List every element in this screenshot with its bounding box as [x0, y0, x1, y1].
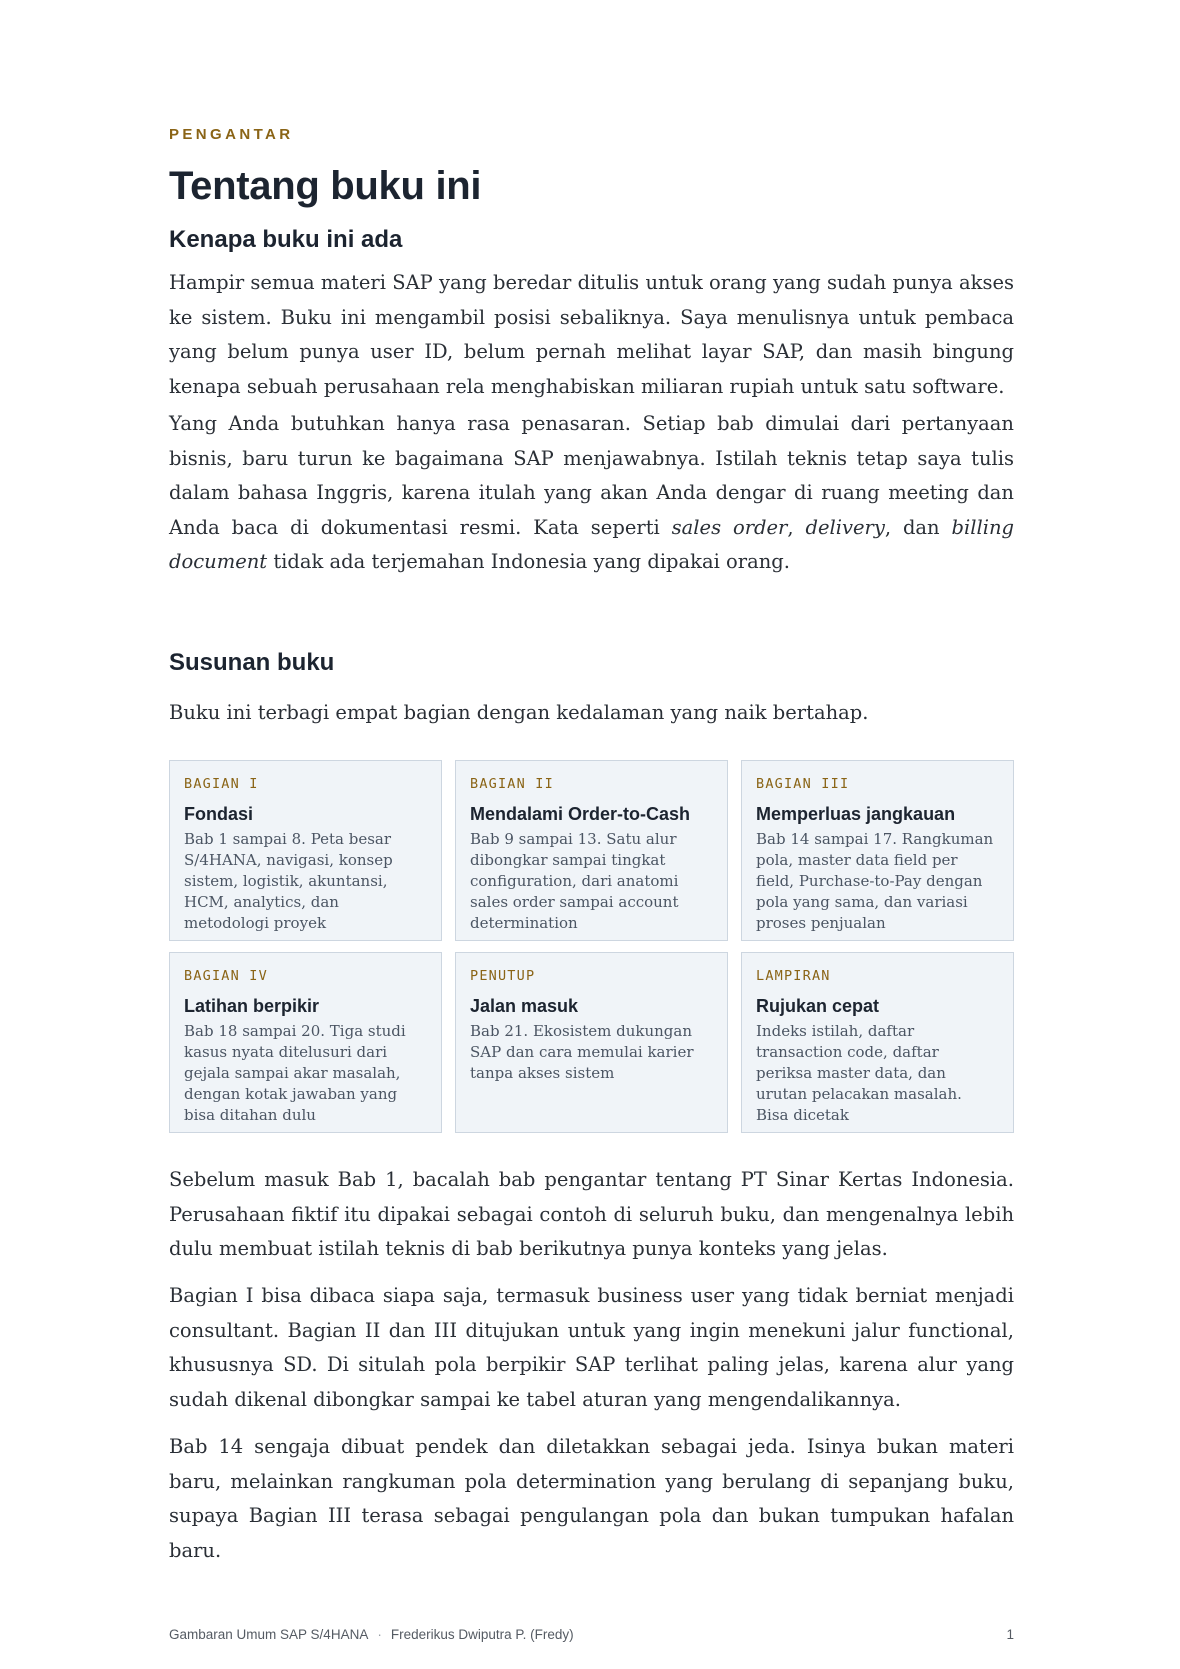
part-card-label: PENUTUP: [470, 968, 536, 984]
term-sales-order: sales order: [671, 515, 788, 539]
part-card-description: Indeks istilah, daftar transaction code, daftar periksa master data, dan urutan pelacakan masalah. Bisa dicetak: [756, 1022, 962, 1124]
part-card-description: Bab 14 sampai 17. Rangkuman pola, master data field per field, Purchase-to-Pay dengan pola yang sama, dan variasi proses penjualan: [756, 830, 994, 932]
part-card-title: Memperluas jangkauan: [756, 804, 956, 824]
section-kicker: PENGANTAR: [169, 126, 294, 143]
part-card: [741, 760, 1014, 941]
section-heading-why: Kenapa buku ini ada: [169, 226, 403, 253]
part-card: [741, 952, 1014, 1133]
page-footer: [169, 1627, 1014, 1642]
part-card-label: BAGIAN IV: [184, 968, 268, 984]
paragraph-2: Yang Anda butuhkan hanya rasa penasaran. Setiap bab dimulai dari pertanyaan bisnis, baru turun ke bagaimana SAP menjawabnya. Istilah teknis tetap saya tulis dalam bahasa Inggris, karena itulah yang akan Anda dengar di ruang meeting dan Anda baca di dokumentasi resmi. Kata seperti sales order, delivery, dan billing document tidak ada terjemahan Indonesia yang dipakai orang.: [169, 412, 1014, 573]
page-title: Tentang buku ini: [169, 164, 482, 208]
part-card-label: BAGIAN III: [756, 776, 850, 792]
part-card-label: LAMPIRAN: [756, 968, 831, 984]
paragraph-4: Bagian I bisa dibaca siapa saja, termasuk business user yang tidak berniat menjadi consultant. Bagian II dan III ditujukan untuk yang ingin menekuni jalur functional, khususnya SD. Di situlah pola berpikir SAP terlihat paling jelas, karena alur yang sudah dikenal dibongkar sampai ke tabel aturan yang mengendalikannya.: [169, 1284, 1014, 1411]
part-card: [169, 952, 442, 1133]
part-card-description: Bab 9 sampai 13. Satu alur dibongkar sampai tingkat configuration, dari anatomi sales order sampai account determination: [470, 830, 679, 932]
part-card-title: Jalan masuk: [470, 996, 579, 1016]
paragraph-5: Bab 14 sengaja dibuat pendek dan diletakkan sebagai jeda. Isinya bukan materi baru, melainkan rangkuman pola determination yang berulang di sepanjang buku, supaya Bagian III terasa sebagai pengulangan pola dan bukan tumpukan hafalan baru.: [169, 1435, 1014, 1562]
part-card-description: Bab 1 sampai 8. Peta besar S/4HANA, navigasi, konsep sistem, logistik, akuntansi, HCM, analytics, dan metodologi proyek: [184, 830, 393, 932]
part-card-title: Fondasi: [184, 804, 254, 824]
part-card-label: BAGIAN II: [470, 776, 554, 792]
part-card-title: Mendalami Order-to-Cash: [470, 804, 691, 824]
footer-credit: [169, 1627, 574, 1642]
footer-author: Frederikus Dwiputra P. (Fredy): [390, 1627, 574, 1642]
part-card: [455, 760, 728, 941]
part-card: [169, 760, 442, 941]
part-card-title: Latihan berpikir: [184, 996, 320, 1016]
page-number: 1: [1006, 1627, 1014, 1642]
book-parts-grid: [169, 760, 1014, 1133]
part-card-description: Bab 18 sampai 20. Tiga studi kasus nyata ditelusuri dari gejala sampai akar masalah, dengan kotak jawaban yang bisa ditahan dulu: [184, 1022, 406, 1124]
term-billing-document: billing document: [169, 515, 1014, 573]
structure-intro: Buku ini terbagi empat bagian dengan kedalaman yang naik bertahap.: [169, 701, 869, 724]
section-heading-structure: Susunan buku: [169, 649, 335, 676]
footer-separator: ·: [377, 1627, 382, 1642]
part-card-label: BAGIAN I: [184, 776, 259, 792]
part-card-title: Rujukan cepat: [756, 996, 880, 1016]
paragraph-3: Sebelum masuk Bab 1, bacalah bab pengantar tentang PT Sinar Kertas Indonesia. Perusahaan fiktif itu dipakai sebagai contoh di seluruh buku, dan mengenalnya lebih dulu membuat istilah teknis di bab berikutnya punya konteks yang jelas.: [169, 1168, 1014, 1260]
paragraph-1: Hampir semua materi SAP yang beredar ditulis untuk orang yang sudah punya akses ke sistem. Buku ini mengambil posisi sebaliknya. Saya menulisnya untuk pembaca yang belum punya user ID, belum pernah melihat layar SAP, dan masih bingung kenapa sebuah perusahaan rela menghabiskan miliaran rupiah untuk satu software.: [169, 271, 1014, 398]
footer-book-title: Gambaran Umum SAP S/4HANA: [169, 1627, 369, 1642]
term-delivery: delivery: [805, 515, 885, 539]
part-card: [455, 952, 728, 1133]
part-card-description: Bab 21. Ekosistem dukungan SAP dan cara memulai karier tanpa akses sistem: [470, 1022, 694, 1082]
